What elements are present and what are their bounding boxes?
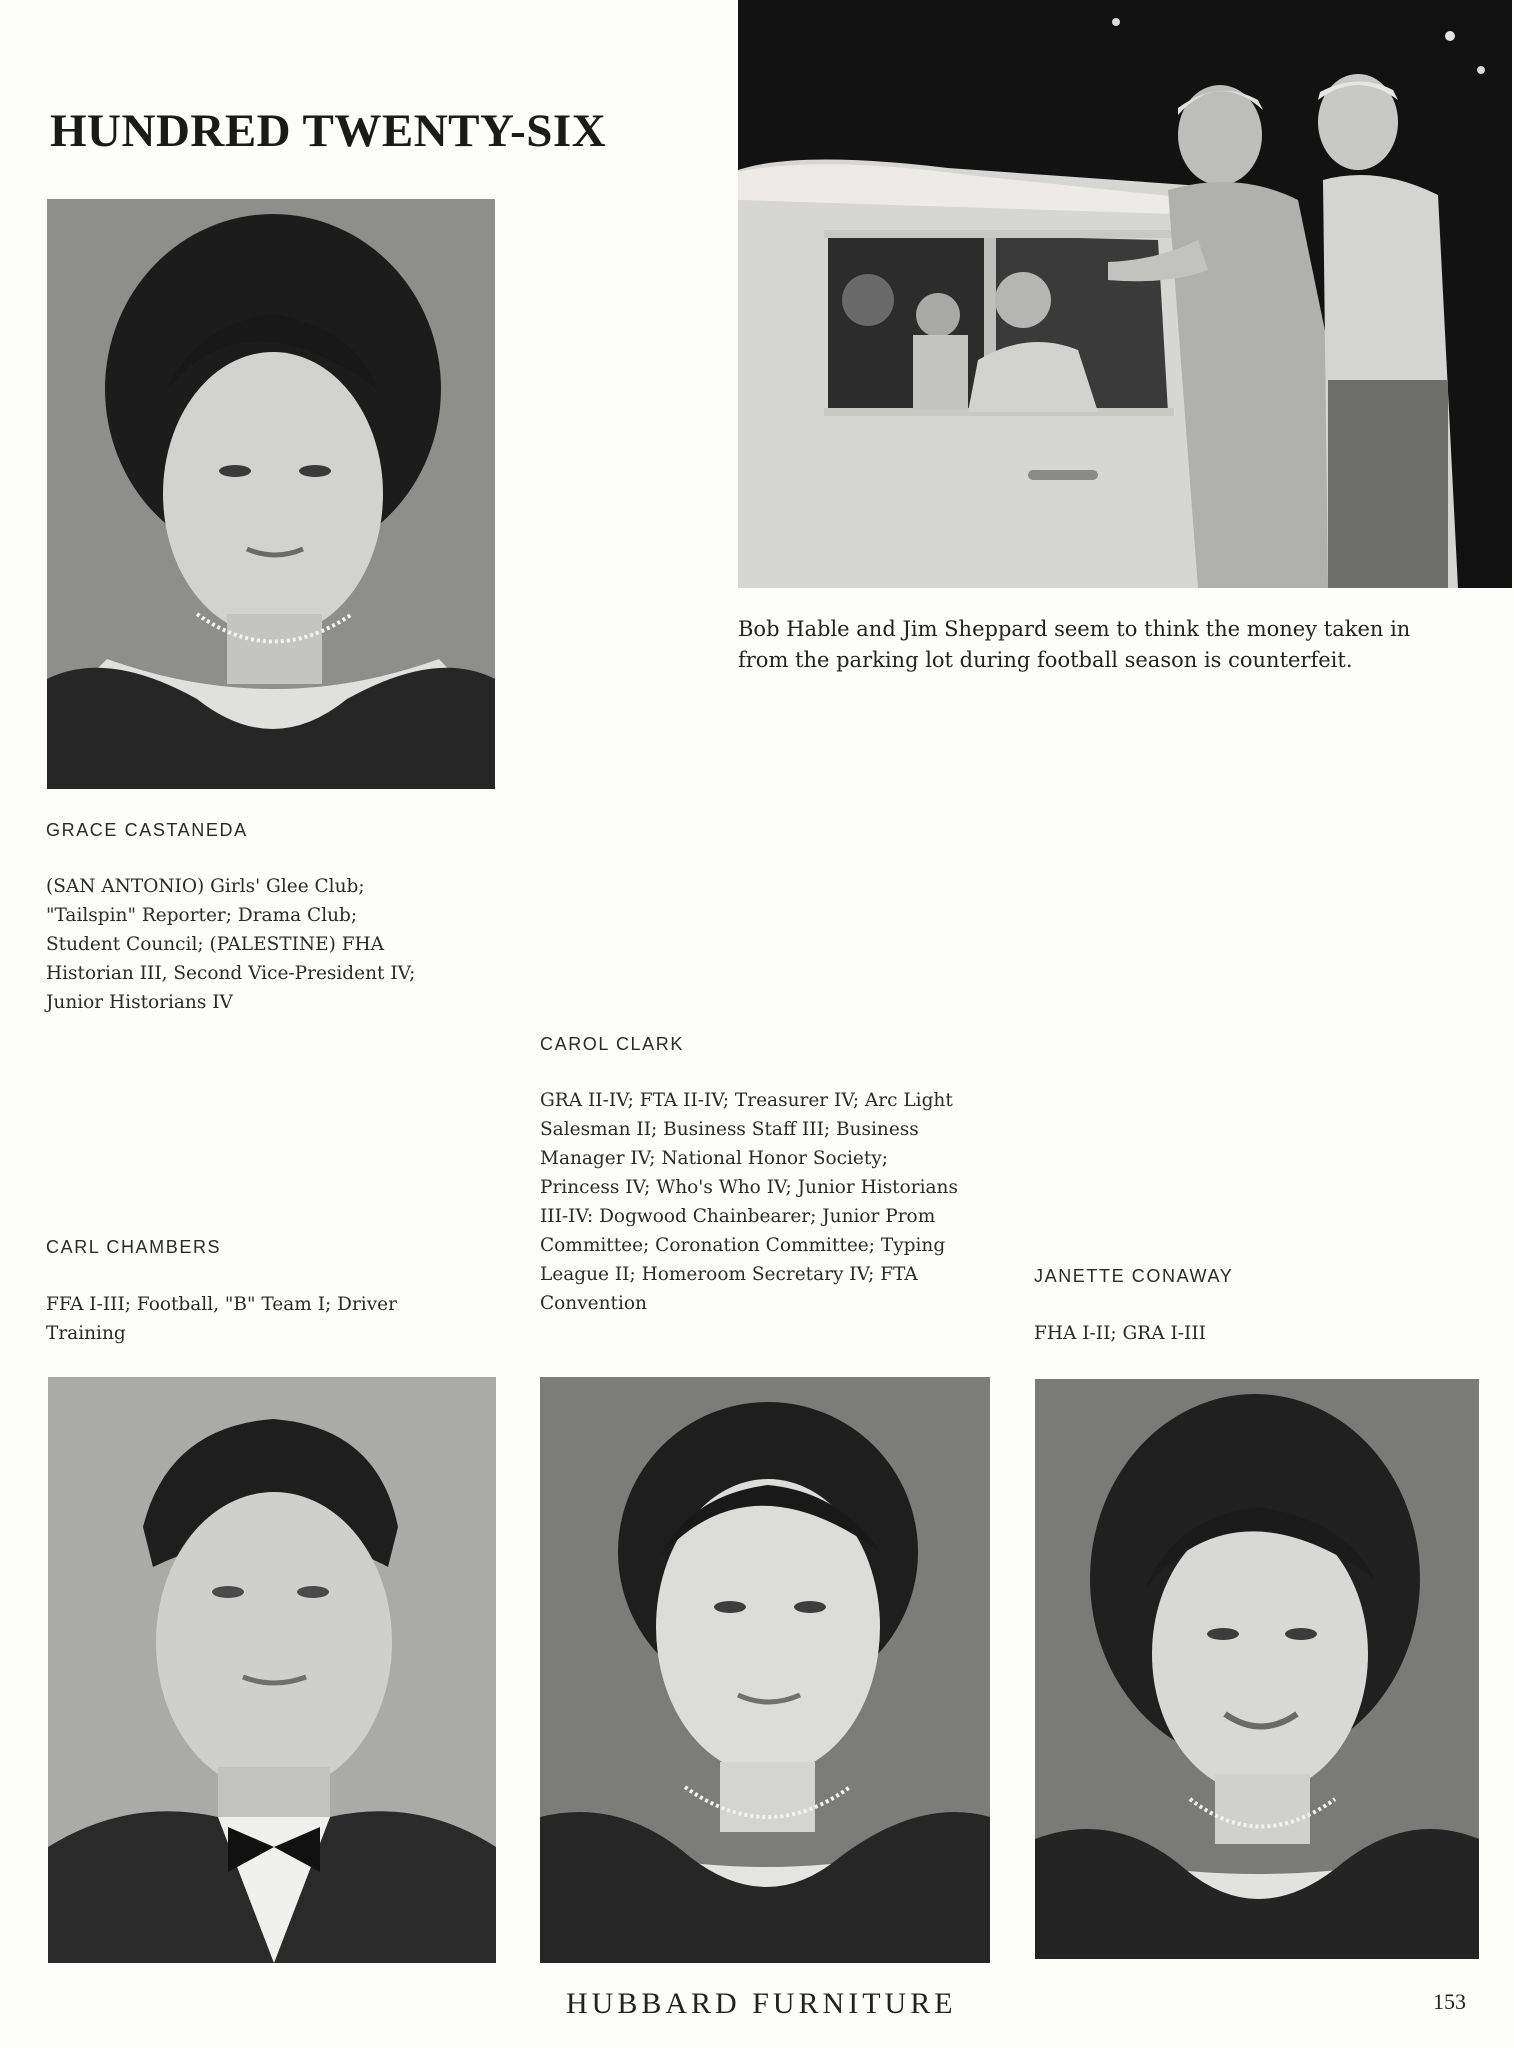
parking-lot-photo xyxy=(738,0,1512,588)
page-heading: HUNDRED TWENTY-SIX xyxy=(50,105,607,157)
grace-castaneda-portrait xyxy=(47,199,495,789)
senior-activities: (SAN ANTONIO) Girls' Glee Club; "Tailspin" Reporter; Drama Club; Student Council; (PALESTINE) FHA Historian III, Second Vice-President IV; Junior Historians IV xyxy=(46,876,416,1013)
senior-name: CARL CHAMBERS xyxy=(46,1237,222,1257)
senior-activities: FFA I-III; Football, "B" Team I; Driver Training xyxy=(46,1294,397,1344)
janette-conaway-portrait xyxy=(1035,1379,1479,1959)
sponsor-footer: HUBBARD FURNITURE xyxy=(566,1987,957,2020)
carol-clark-portrait xyxy=(540,1377,990,1963)
senior-name: GRACE CASTANEDA xyxy=(46,820,248,840)
senior-name: JANETTE CONAWAY xyxy=(1034,1266,1234,1286)
page-number: 153 xyxy=(1433,1989,1466,2014)
senior-activities: FHA I-II; GRA I-III xyxy=(1034,1323,1206,1344)
senior-name: CAROL CLARK xyxy=(540,1034,684,1054)
carl-chambers-portrait xyxy=(48,1377,496,1963)
photo-caption: Bob Hable and Jim Sheppard seem to think the money taken in from the parking lot during football season is counterfeit. xyxy=(738,617,1411,672)
senior-activities: GRA II-IV; FTA II-IV; Treasurer IV; Arc Light Salesman II; Business Staff III; Business Manager IV; National Honor Society; Princess IV; Who's Who IV; Junior Historians III-IV: Dogwood Chainbearer; Junior Prom Committee; Coronation Committee; Typing League II; Homeroom Secretary IV; FTA Convention xyxy=(540,1090,958,1314)
